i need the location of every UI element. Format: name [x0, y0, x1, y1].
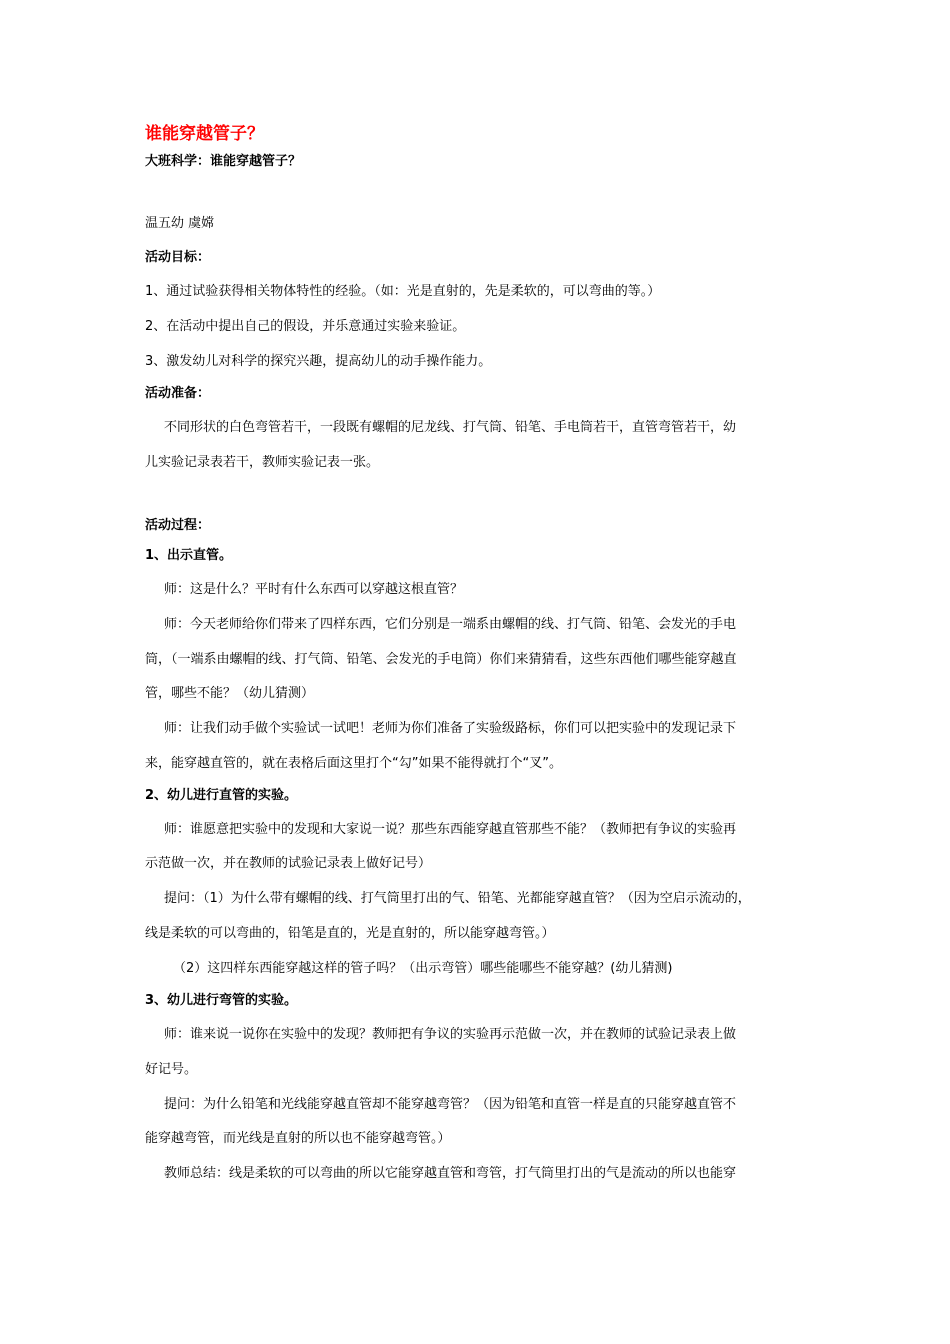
step2-line: （2）这四样东西能穿越这样的管子吗？（出示弯管）哪些能哪些不能穿越？(幼儿猜测): [173, 961, 673, 976]
step3-line: 能穿越弯管，而光线是直射的所以也不能穿越弯管。）: [145, 1131, 451, 1146]
prep-line: 儿实验记录表若干，教师实验记表一张。: [145, 455, 380, 470]
author-line: 温五幼 虞嫦: [145, 216, 215, 231]
step1-line: 师：今天老师给你们带来了四样东西，它们分别是一端系由螺帽的线、打气筒、铅笔、会发光的手电: [164, 617, 737, 632]
document-subtitle: 大班科学：谁能穿越管子？: [145, 154, 302, 169]
step2-line: 线是柔软的可以弯曲的，铅笔是直的，光是直射的，所以能穿越弯管。）: [145, 926, 555, 941]
process-heading: 活动过程：: [145, 518, 211, 533]
goal-item: 2、在活动中提出自己的假设，并乐意通过实验来验证。: [145, 319, 466, 334]
step1-line: 来，能穿越直管的，就在表格后面这里打个“勾”如果不能得就打个“叉”。: [145, 756, 562, 771]
step3-heading: 3、幼儿进行弯管的实验。: [145, 993, 298, 1008]
prep-line: 不同形状的白色弯管若干，一段既有螺帽的尼龙线、打气筒、铅笔、手电筒若干，直管弯管若干，幼: [164, 420, 737, 435]
step3-line: 提问：为什么铅笔和光线能穿越直管却不能穿越弯管？（因为铅笔和直管一样是直的只能穿越直管不: [164, 1097, 737, 1112]
goals-heading: 活动目标：: [145, 250, 211, 265]
step2-heading: 2、幼儿进行直管的实验。: [145, 788, 298, 803]
step3-line: 教师总结：线是柔软的可以弯曲的所以它能穿越直管和弯管，打气筒里打出的气是流动的所以也能穿: [164, 1166, 737, 1181]
goal-item: 3、激发幼儿对科学的探究兴趣，提高幼儿的动手操作能力。: [145, 354, 492, 369]
goal-item: 1、通过试验获得相关物体特性的经验。（如：光是直射的，先是柔软的，可以弯曲的等。）: [145, 284, 661, 299]
step1-line: 师：让我们动手做个实验试一试吧！老师为你们准备了实验级路标，你们可以把实验中的发现记录下: [164, 721, 737, 736]
step2-line: 示范做一次，并在教师的试验记录表上做好记号）: [145, 856, 432, 871]
step1-line: 筒，（一端系由螺帽的线、打气筒、铅笔、会发光的手电筒）你们来猜猜看，这些东西他们哪些能穿越直: [145, 652, 737, 667]
step1-heading: 1、出示直管。: [145, 548, 233, 563]
prep-heading: 活动准备：: [145, 386, 211, 401]
step3-line: 师：谁来说一说你在实验中的发现？教师把有争议的实验再示范做一次，并在教师的试验记录表上做: [164, 1027, 737, 1042]
step2-line: 师：谁愿意把实验中的发现和大家说一说？那些东西能穿越直管那些不能？（教师把有争议的实验再: [164, 822, 737, 837]
step3-line: 好记号。: [145, 1062, 198, 1077]
step1-line: 管，哪些不能？（幼儿猜测）: [145, 686, 315, 701]
step2-line: 提问：（1）为什么带有螺帽的线、打气筒里打出的气、铅笔、光都能穿越直管？（因为空启示流动的，: [164, 891, 751, 906]
document-title: 谁能穿越管子？: [145, 124, 264, 144]
step1-line: 师：这是什么？平时有什么东西可以穿越这根直管？: [164, 582, 464, 597]
